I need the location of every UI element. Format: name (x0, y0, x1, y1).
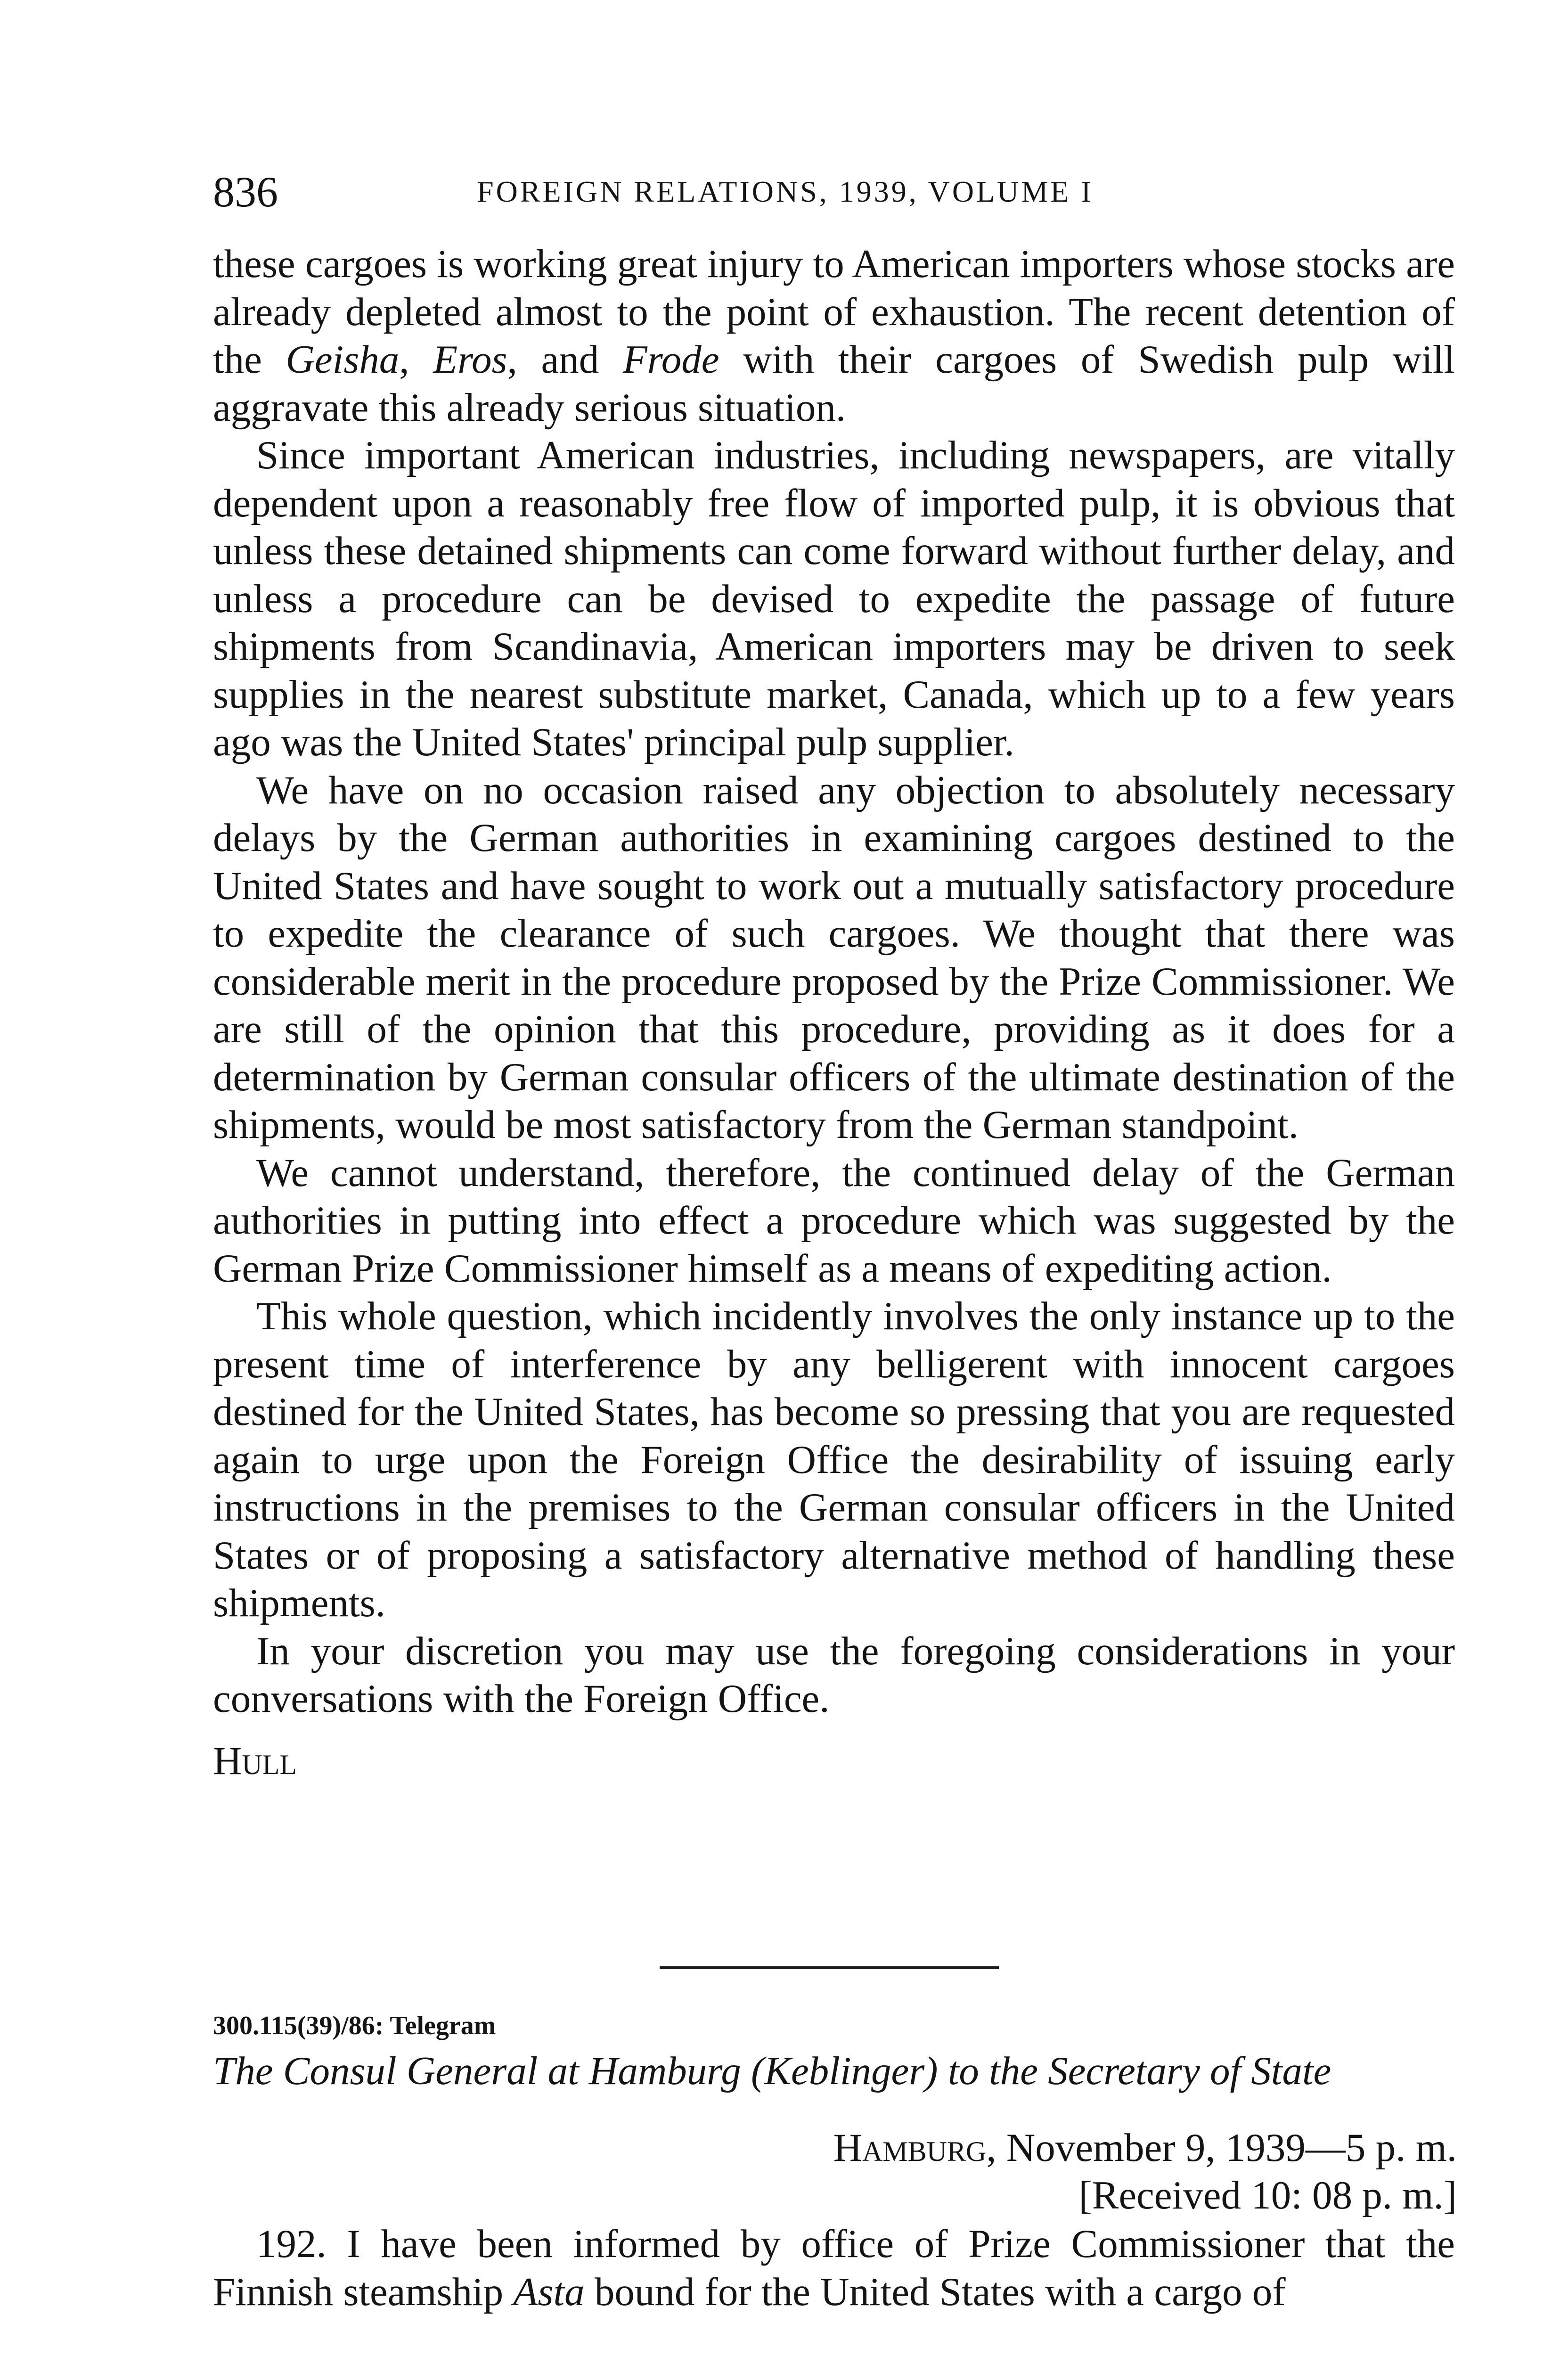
body-text (213, 240, 1455, 1785)
italic-text: Geisha (286, 337, 400, 382)
italic-text: Keblinger (764, 2049, 925, 2093)
text-run: In your discretion you may use the foregoing considerations in your conversations with the Foreign Office. (213, 1628, 1455, 1721)
document-reference: 300.115(39)/86: Telegram (213, 2011, 496, 2040)
telegram-number: 192. (256, 2222, 327, 2266)
text-run: , (399, 337, 433, 382)
text-run: We have on no occasion raised any objection to absolutely necessary delays by the German authorities in examining cargoes destined to the United States and have sought to work out a mutually satisfactory procedure to expedite the clearance of such cargoes. We thought that there was considerable merit in the procedure proposed by the Prize Commissioner. We are still of the opinion that this procedure, providing as it does for a determination by German consular officers of the ultimate destination of the shipments, would be most satisfactory from the German standpoint. (213, 768, 1455, 1147)
dateline-received: [Received 10: 08 p. m.] (1078, 2173, 1457, 2217)
text-run: We cannot understand, therefore, the continued delay of the German authorities in putting into effect a procedure which was suggested by the German Prize Commissioner himself as a means of expediting action. (213, 1150, 1455, 1291)
section-divider (660, 1966, 999, 1969)
paragraph-whole-question (213, 1293, 1455, 1628)
paragraph-continuation (213, 240, 1455, 432)
telegram-body (213, 2220, 1455, 2316)
dateline-place: Hamburg (833, 2126, 987, 2170)
running-head: FOREIGN RELATIONS, 1939, VOLUME I (477, 175, 1094, 208)
page-header (213, 166, 1457, 218)
italic-text: Frode (622, 337, 719, 382)
text-run: with their cargoes of Swedish pulp will aggravate this already serious situation. (213, 337, 1455, 430)
text-run: Since important American industries, including newspapers, are vitally dependent upon a reasonably free flow of imported pulp, it is obvious that unless these detained shipments can come forward without further delay, and unless a procedure can be devised to expedite the passage of future shipments from Scandinavia, American importers may be driven to seek supplies in the nearest substitute market, Canada, which up to a few years ago was the United States' principal pulp supplier. (213, 433, 1455, 764)
paragraph-pulp-industries (213, 432, 1455, 767)
text-run: , and (507, 337, 623, 382)
dateline-date: , November 9, 1939—5 p. m. (986, 2126, 1457, 2170)
paragraph-no-objection (213, 767, 1455, 1149)
dateline-place-date (833, 2124, 1457, 2172)
paragraph-discretion (213, 1628, 1455, 1723)
page-number: 836 (213, 168, 278, 216)
signature: Hull (213, 1738, 297, 1783)
dateline (833, 2124, 1457, 2219)
document-title (213, 2047, 1457, 2094)
telegram-paragraph (213, 2220, 1455, 2316)
italic-text: Eros (433, 337, 507, 382)
text-run: I have been informed by office of Prize Commissioner that the Finnish steamship (213, 2222, 1455, 2314)
italic-text: Asta (513, 2269, 585, 2314)
text-run: bound for the United States with a cargo of (584, 2269, 1286, 2314)
text-run: these cargoes is working great injury to American importers whose stocks are already depleted almost to the point of exhaustion. The recent detention of the (213, 242, 1455, 382)
italic-text: ) to the Secretary of State (924, 2049, 1331, 2093)
text-run: This whole question, which incidently involves the only instance up to the present time of interference by any belligerent with innocent cargoes destined for the United States, has become so pressing that you are requested again to urge upon the Foreign Office the desirability of issuing early instructions in the premises to the German consular officers in the United States or of proposing a satisfactory alternative method of handling these shipments. (213, 1294, 1455, 1625)
paragraph-cannot-understand (213, 1149, 1455, 1293)
italic-text: The Consul General at Hamburg ( (213, 2049, 765, 2093)
